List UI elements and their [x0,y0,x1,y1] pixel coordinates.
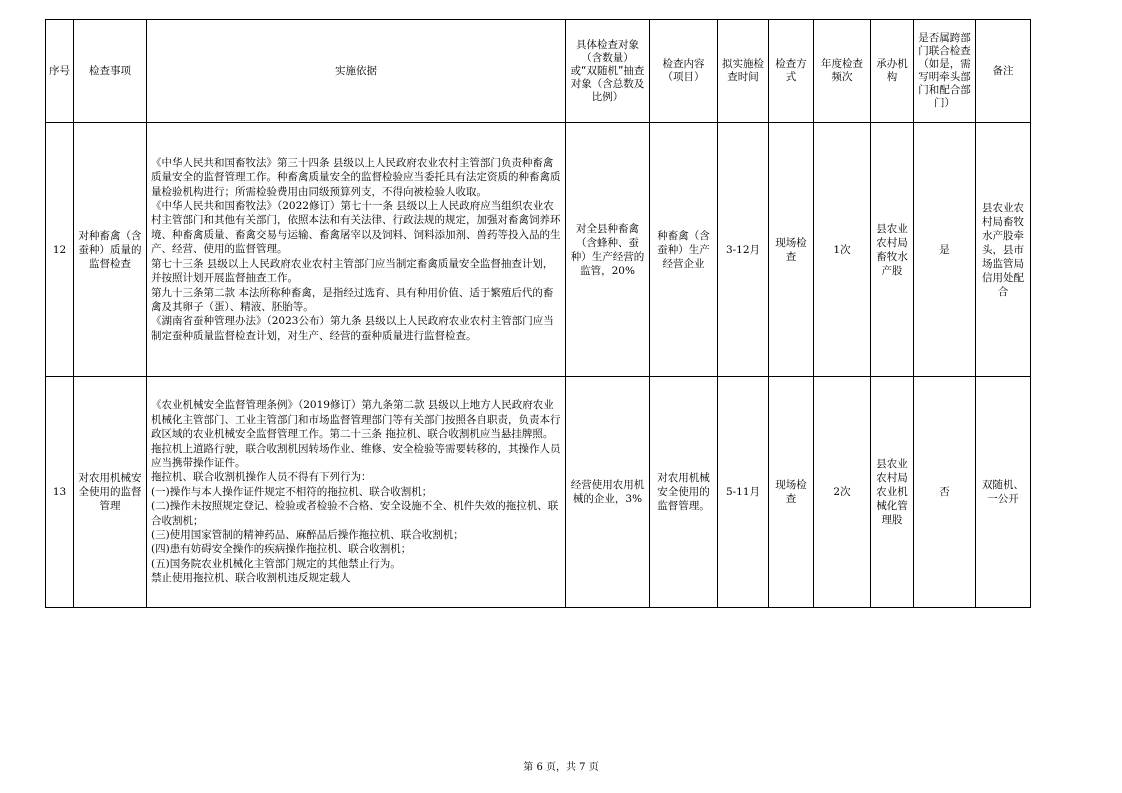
basis-paragraph: 《中华人民共和国畜牧法》第三十四条 县级以上人民政府农业农村主管部门负责种畜禽质量安全的监督管理工作。种畜禽质量安全的监督检验应当委托具有法定资质的种畜禽质量检验机构进行；所需检验费用由同级预算列支，不得向被检验人收取。 [151,156,561,198]
basis-paragraph: (五)国务院农业机械化主管部门规定的其他禁止行为。 [151,557,401,570]
cell-basis [147,377,566,608]
cell-remark: 双随机、一公开 [976,377,1031,608]
cell-time: 3-12月 [718,123,769,377]
header-joint: 是否属跨部门联合检查（如是，需写明牵头部门和配合部门） [914,20,976,123]
cell-org: 县农业农村局畜牧水产股 [871,123,914,377]
cell-content: 种畜禽（含蚕种）生产经营企业 [650,123,718,377]
cell-joint: 是 [914,123,976,377]
cell-joint: 否 [914,377,976,608]
cell-freq: 2次 [814,377,871,608]
table-row [46,123,1031,377]
cell-item: 对农用机械安全使用的监督管理 [74,377,147,608]
cell-freq: 1次 [814,123,871,377]
header-seq: 序号 [46,20,74,123]
basis-paragraph: 《湖南省蚕种管理办法》（2023公布）第九条 县级以上人民政府农业农村主管部门应当制定蚕种质量监督检查计划，对生产、经营的蚕种质量进行监督检查。 [151,315,554,342]
cell-time: 5-11月 [718,377,769,608]
page-number: 第 6 页，共 7 页 [523,762,599,773]
header-target: 具体检查对象（含数量）或“双随机”抽查对象（含总数及比例） [566,20,650,123]
basis-paragraph: 《农业机械安全监督管理条例》（2019修订）第九条第二款 县级以上地方人民政府农业机械化主管部门、工业主管部门和市场监督管理部门等有关部门按照各自职责，负责本行政区域的农业机械安全监督管理工作。第二十三条 拖拉机、联合收割机应当悬挂牌照。拖拉机上道路行驶，联合收割机因转场作业、维修、安全检验等需要转移的，其操作人员应当携带操作证件。 [151,399,561,469]
header-item: 检查事项 [74,20,147,123]
basis-paragraph: 第七十三条 县级以上人民政府农业农村主管部门应当制定畜禽质量安全监督抽查计划，并按照计划开展监督抽查工作。 [151,257,554,285]
cell-content: 对农用机械安全使用的监督管理。 [650,377,718,608]
header-freq: 年度检查频次 [814,20,871,123]
basis-paragraph: 第九十三条第二款 本法所称种畜禽，是指经过选育、具有种用价值、适于繁殖后代的畜禽及其卵子（蛋）、精液、胚胎等。 [151,286,554,313]
basis-paragraph: 拖拉机、联合收割机操作人员不得有下列行为： [151,471,372,484]
cell-org: 县农业农村局农业机械化管理股 [871,377,914,608]
header-remark: 备注 [976,20,1031,123]
cell-target: 对全县种畜禽（含蜂种、蚕种）生产经营的监管，20% [566,123,650,377]
header-content: 检查内容（项目） [650,20,718,123]
header-row [46,20,1031,123]
inspection-table [45,19,1031,608]
basis-paragraph: (四)患有妨碍安全操作的疾病操作拖拉机、联合收割机； [151,543,412,556]
basis-paragraph: (三)使用国家管制的精神药品、麻醉品后操作拖拉机、联合收割机； [151,529,464,542]
header-org: 承办机构 [871,20,914,123]
cell-item: 对种畜禽（含蚕种）质量的监督检查 [74,123,147,377]
table-row [46,377,1031,608]
cell-target: 经营使用农用机械的企业，3% [566,377,650,608]
cell-basis [147,123,566,377]
cell-seq: 13 [46,377,74,608]
cell-method: 现场检查 [769,123,814,377]
cell-seq: 12 [46,123,74,377]
basis-paragraph: (二)操作未按照规定登记、检验或者检验不合格、安全设施不全、机件失效的拖拉机、联合收割机； [151,500,559,527]
header-method: 检查方式 [769,20,814,123]
header-basis: 实施依据 [147,20,566,123]
header-time: 拟实施检查时间 [718,20,769,123]
basis-paragraph: (一)操作与本人操作证件规定不相符的拖拉机、联合收割机； [151,485,433,498]
basis-paragraph: 禁止使用拖拉机、联合收割机违反规定载人 [151,572,351,585]
basis-paragraph: 《中华人民共和国畜牧法》（2022修订）第七十一条 县级以上人民政府应当组织农业农村主管部门和其他有关部门，依照本法和有关法律、行政法规的规定，加强对畜禽饲养环境、种畜禽质量、畜禽交易与运输、畜禽屠宰以及饲料、饲料添加剂、兽药等投入品的生产、经营、使用的监督管理。 [151,200,561,256]
cell-method: 现场检查 [769,377,814,608]
cell-remark: 县农业农村局畜牧水产股牵头，县市场监管局信用处配合 [976,123,1031,377]
